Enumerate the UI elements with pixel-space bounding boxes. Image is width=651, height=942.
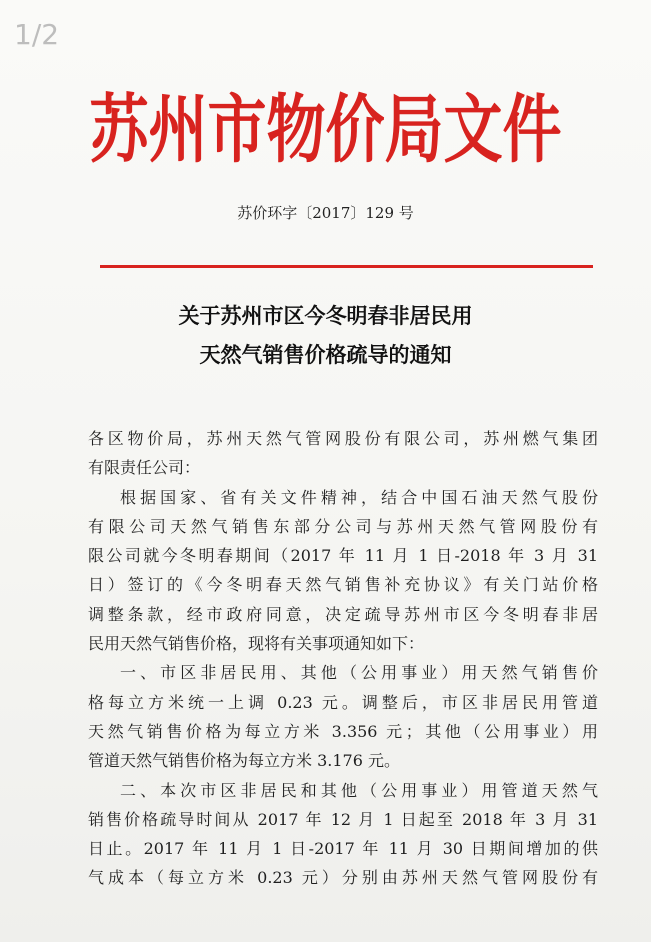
body-line: 气成本（每立方米 0.23 元）分别由苏州天然气管网股份有 — [88, 868, 598, 888]
body-line: 天然气销售价格为每立方米 3.356 元；其他（公用事业）用 — [88, 721, 598, 741]
page-indicator: 1/2 — [14, 18, 60, 51]
body-line: 调整条款，经市政府同意，决定疏导苏州市区今冬明春非居 — [88, 604, 598, 624]
title-line-1: 关于苏州市区今冬明春非居民用 — [178, 303, 473, 328]
body-line: 格每立方米统一上调 0.23 元。调整后，市区非居民用管道 — [88, 692, 598, 712]
body-line: 限公司就今冬明春期间（2017 年 11 月 1 日-2018 年 3 月 31 — [88, 546, 598, 566]
body-line: 有限公司天然气销售东部分公司与苏州天然气管网股份有 — [88, 516, 598, 536]
document-number: 苏价环字〔2017〕129 号 — [237, 204, 414, 222]
document-title — [0, 296, 651, 374]
body-line: 民用天然气销售价格，现将有关事项通知如下： — [88, 634, 425, 654]
body-line: 各区物价局，苏州天然气管网股份有限公司，苏州燃气集团 — [88, 429, 598, 448]
document-body — [88, 424, 598, 893]
body-line: 根据国家、省有关文件精神，结合中国石油天然气股份 — [120, 487, 598, 507]
body-line: 日止。2017 年 11 月 1 日-2017 年 11 月 30 日期间增加的供 — [88, 839, 598, 859]
agency-header: 苏州市物价局文件 — [89, 86, 562, 173]
title-line-2: 天然气销售价格疏导的通知 — [199, 342, 452, 367]
body-line: 有限责任公司： — [88, 458, 201, 478]
body-line: 管道天然气销售价格为每立方米 3.176 元。 — [88, 751, 400, 771]
body-line: 一、市区非居民用、其他（公用事业）用天然气销售价 — [120, 663, 598, 683]
body-line: 销售价格疏导时间从 2017 年 12 月 1 日起至 2018 年 3 月 31 — [88, 809, 598, 829]
header-divider — [100, 265, 593, 268]
body-line: 二、本次市区非居民和其他（公用事业）用管道天然气 — [120, 780, 598, 800]
body-line: 日）签订的《今冬明春天然气销售补充协议》有关门站价格 — [88, 575, 598, 595]
